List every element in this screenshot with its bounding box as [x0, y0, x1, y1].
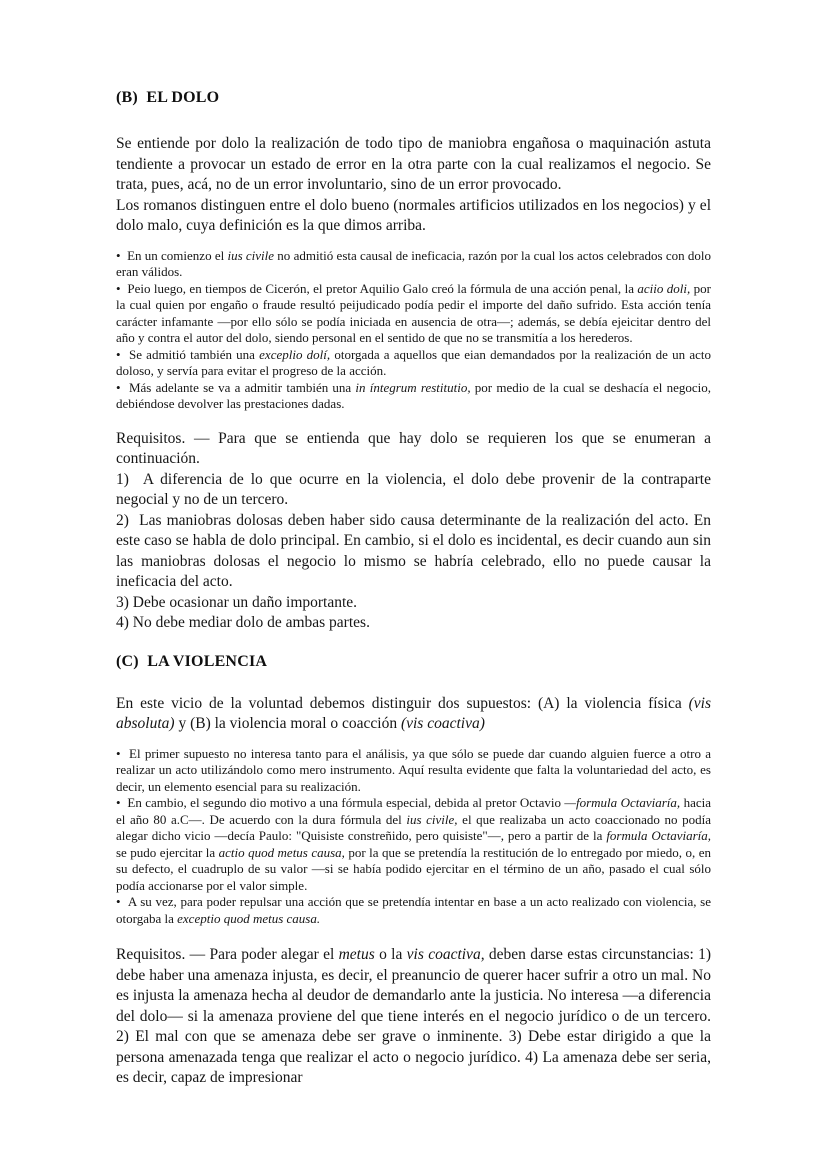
requisito-dolo-item-2: 2) Las maniobras dolosas deben haber sido causa determinante de la realización del acto. En este caso se habla de dolo principal. En cambio, si el dolo es incidental, es decir cuando aun sin las maniobras dolosas el negocio lo mismo se habría celebrado, ello no puede causar la ineficacia del acto. [116, 511, 711, 590]
paragraph-requisitos-metus: Requisitos. — Para poder alegar el metus o la vis coactiva, deben darse estas circunstancias: 1) debe haber una amenaza injusta, es decir, el preanuncio de querer hacer sufrir a otro un mal. No es injusta la amenaza hecha al deudor de demandarlo ante la justicia. No interesa —a diferencia del dolo— si la amenaza proviene del que tiene interés en el negocio jurídico o de un tercero. 2) El mal con que se amenaza debe ser grave o inminente. 3) Debe estar dirigido a que la persona amenazada tenga que realizar el acto o negocio jurídico. 4) La amenaza debe ser seria, es decir, capaz de impresionar [116, 946, 712, 1086]
paragraph-violencia-supuestos: En este vicio de la voluntad debemos distinguir dos supuestos: (A) la violencia física (vis absoluta) y (B) la violencia moral o coacción (vis coactiva) [116, 694, 711, 732]
requisito-dolo-item-4: 4) No debe mediar dolo de ambas partes. [116, 614, 370, 631]
note-ius-civile: • En un comienzo el ius civile no admitió esta causal de ineficacia, razón por la cual los actos celebrados con dolo eran válidos. [116, 247, 711, 279]
heading-el-dolo: (B) EL DOLO [116, 89, 220, 106]
note-list-violencia [116, 746, 711, 928]
note-exceptio-doli: • Se admitió también una exceplio dolí, otorgada a aquellos que eian demandados por la realización de un acto doloso, y servía para evitar el progreso de la acción. [116, 346, 711, 378]
note-list-dolo [116, 248, 711, 413]
requisitos-dolo-block [116, 429, 711, 634]
section-el-dolo [116, 134, 711, 634]
heading-la-violencia: (C) LA VIOLENCIA [116, 652, 268, 670]
paragraph-dolo-definition: Se entiende por dolo la realización de todo tipo de maniobra engañosa o maquinación astuta tendiente a provocar un estado de error en la otra parte con la cual realizamos el negocio. Se trata, pues, acá, no de un error involuntario, sino de un error provocado. [116, 135, 711, 193]
section-la-violencia [116, 694, 711, 1089]
paragraph-dolo-bueno-malo: Los romanos distinguen entre el dolo bueno (normales artificios utilizados en los negocios) y el dolo malo, cuya definición es la que dimos arriba. [116, 196, 711, 234]
requisito-dolo-item-1: 1) A diferencia de lo que ocurre en la violencia, el dolo debe provenir de la contraparte negocial y no de un tercero. [116, 470, 711, 508]
note-exceptio-metus: • A su vez, para poder repulsar una acción que se pretendía intentar en base a un acto realizado con violencia, se otorgaba la exceptio quod metus causa. [116, 894, 711, 926]
note-actio-doli: • Peio luego, en tiempos de Cicerón, el pretor Aquilio Galo creó la fórmula de una acción penal, la aciio doli, por la cual quien por engaño o fraude resultó peijudicado podía pedir el importe del daño sufrido. Esta acción tenía carácter infamante —por ello sólo se podía iniciada en ausencia de otra—; además, se debía ejeicitar dentro del año y contra el autor del dolo, siendo personal en el sentido de que no se transmitía a los herederos. [116, 280, 711, 345]
paragraph-requisitos-dolo-intro: Requisitos. — Para que se entienda que hay dolo se requieren los que se enumeran a continuación. [116, 429, 711, 467]
note-vis-absoluta: • El primer supuesto no interesa tanto para el análisis, ya que sólo se puede dar cuando alguien fuerce a otro a realizar un acto utilizándolo como mero instrumento. Aquí resulta evidente que falta la voluntariedad del acto, es decir, un elemento esencial para su realización. [116, 745, 711, 794]
requisito-dolo-item-3: 3) Debe ocasionar un daño importante. [116, 593, 358, 611]
note-in-integrum-restitutio: • Más adelante se va a admitir también una in íntegrum restitutio, por medio de la cual se deshacía el negocio, debiéndose devolver las prestaciones dadas. [116, 379, 711, 411]
note-formula-octaviana: • En cambio, el segundo dio motivo a una fórmula especial, debida al pretor Octavio —formula Octaviaría, hacia el año 80 a.C—. De acuerdo con la dura fórmula del ius civile, el que realizaba un acto coaccionado no podía alegar dicho vicio —decía Paulo: "Quisiste constreñido, pero quisiste"—, pero a partir de la formula Octaviaría, se pudo ejercitar la actio quod metus causa, por la que se pretendía la restitución de lo entregado por miedo, o, en su defecto, el cuadruplo de su valor —si se había podido ejercitar en el término de un año, pasado el cual sólo podía accionarse por el valor simple. [116, 795, 711, 893]
